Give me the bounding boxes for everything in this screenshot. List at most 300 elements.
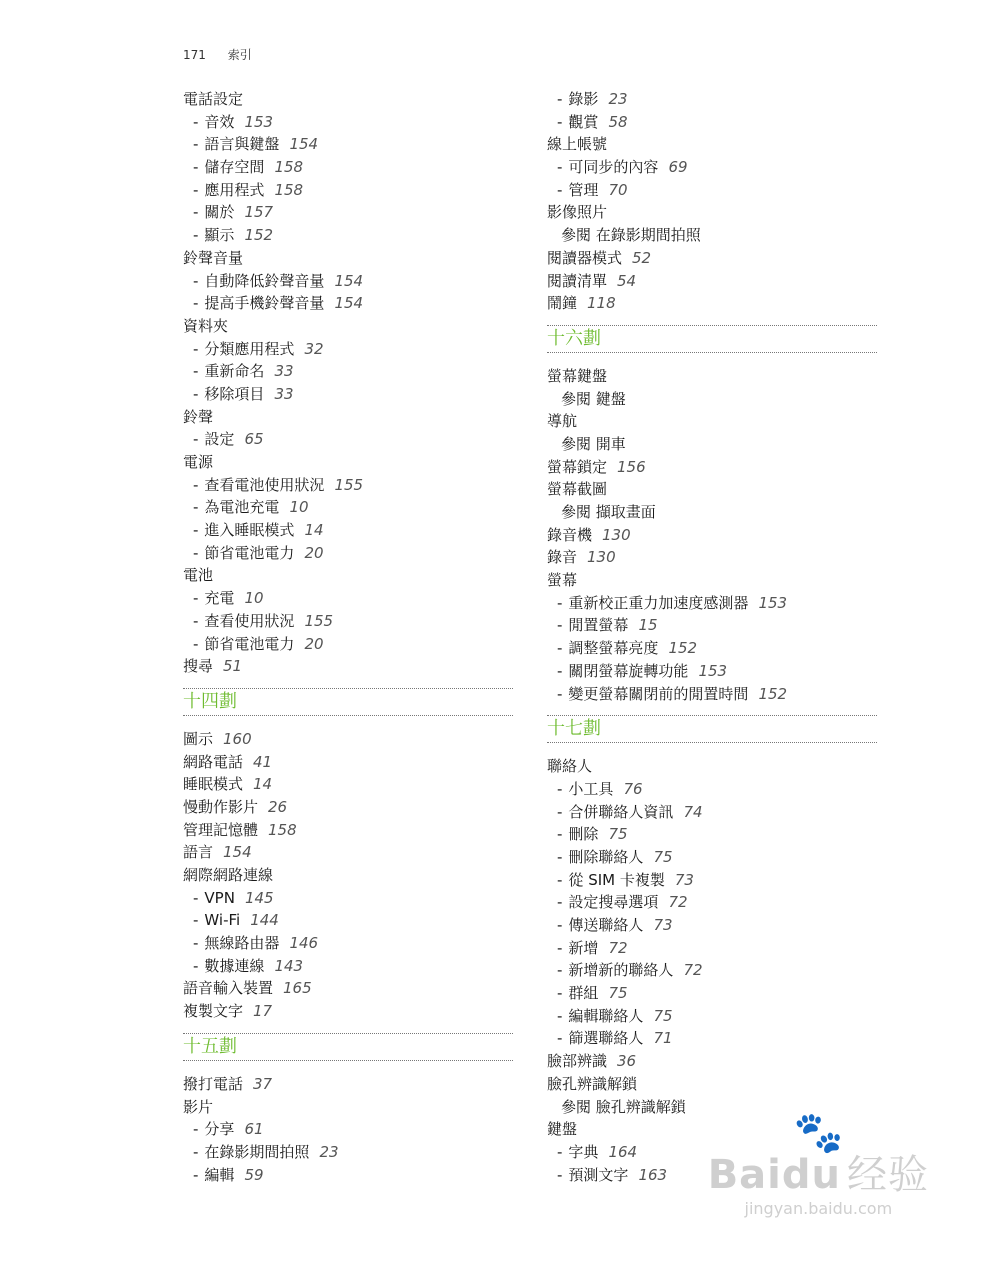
entry-dash: - xyxy=(557,938,563,957)
entry-text: 刪除 xyxy=(568,825,599,844)
entry-text: 鈴聲 xyxy=(183,407,214,426)
entry-page-number: 20 xyxy=(304,543,324,562)
entry-text: 參閱 擷取畫面 xyxy=(561,503,656,521)
entry-text: 新增新的聯絡人 xyxy=(568,961,674,980)
entry-page-number: 72 xyxy=(608,938,628,957)
index-entry xyxy=(183,1073,513,1096)
entry-page-number: 153 xyxy=(758,593,788,612)
entry-text: 從 SIM 卡複製 xyxy=(568,870,665,889)
index-subentry xyxy=(183,932,513,955)
entry-dash: - xyxy=(193,180,199,199)
index-entry xyxy=(547,1050,877,1073)
entry-dash: - xyxy=(557,802,563,821)
entry-text: 儲存空間 xyxy=(204,158,265,177)
entry-text: 節省電池電力 xyxy=(204,543,295,562)
entry-dash: - xyxy=(193,1165,199,1184)
index-subentry xyxy=(547,614,877,637)
entry-page-number: 41 xyxy=(253,752,273,771)
entry-text: 傳送聯絡人 xyxy=(568,916,644,934)
entry-text: 小工具 xyxy=(568,779,614,798)
entry-dash: - xyxy=(557,847,563,866)
entry-dash: - xyxy=(557,661,563,680)
entry-text: 字典 xyxy=(568,1142,599,1161)
watermark-brand-b: du xyxy=(781,1152,841,1198)
index-subentry xyxy=(183,542,513,565)
section-heading: 十七劃 xyxy=(547,715,877,743)
entry-text: 螢幕鎖定 xyxy=(547,457,608,476)
entry-page-number: 163 xyxy=(638,1165,668,1184)
index-column-right xyxy=(547,88,877,1186)
index-subentry xyxy=(547,937,877,960)
index-entry xyxy=(183,247,513,270)
index-subentry xyxy=(547,1027,877,1050)
entry-page-number: 14 xyxy=(304,521,324,540)
entry-text: Wi-Fi xyxy=(204,911,241,930)
entry-text: 臉部辨識 xyxy=(547,1052,608,1071)
entry-dash: - xyxy=(193,911,199,930)
entry-page-number: 72 xyxy=(668,893,688,912)
index-subentry xyxy=(547,179,877,202)
entry-page-number: 33 xyxy=(274,384,294,403)
entry-text: 參閱 開車 xyxy=(561,434,626,453)
entry-dash: - xyxy=(193,339,199,358)
section-heading: 十五劃 xyxy=(183,1033,513,1061)
entry-page-number: 20 xyxy=(304,634,324,653)
entry-page-number: 70 xyxy=(608,180,628,199)
entry-text: 重新校正重力加速度感測器 xyxy=(568,593,749,612)
entry-page-number: 33 xyxy=(274,362,294,381)
index-entry xyxy=(183,796,513,819)
entry-dash: - xyxy=(193,475,199,494)
index-subentry xyxy=(547,778,877,801)
entry-text: 資料夾 xyxy=(183,316,229,335)
entry-page-number: 32 xyxy=(304,339,324,358)
page-number: 171 xyxy=(183,48,206,62)
entry-dash: - xyxy=(193,934,199,953)
entry-text: VPN xyxy=(204,888,235,907)
see-reference xyxy=(547,433,877,456)
entry-text: 在錄影期間拍照 xyxy=(204,1142,310,1161)
entry-text: 無線路由器 xyxy=(204,934,280,953)
entry-text: 螢幕鍵盤 xyxy=(547,366,608,385)
page-header xyxy=(183,46,252,63)
entry-text: 新增 xyxy=(568,938,599,957)
entry-dash: - xyxy=(557,916,563,934)
index-subentry xyxy=(183,1164,513,1187)
entry-text: 篩選聯絡人 xyxy=(568,1029,644,1048)
entry-dash: - xyxy=(193,589,199,608)
index-subentry xyxy=(183,519,513,542)
index-entry xyxy=(183,864,513,887)
entry-text: 群組 xyxy=(568,984,599,1003)
entry-page-number: 154 xyxy=(223,843,252,862)
entry-text: 重新命名 xyxy=(204,362,265,381)
entry-dash: - xyxy=(557,893,563,912)
index-subentry xyxy=(183,474,513,497)
entry-page-number: 61 xyxy=(244,1120,264,1139)
entry-text: 線上帳號 xyxy=(547,135,608,154)
index-subentry xyxy=(547,111,877,134)
entry-text: 鈴聲音量 xyxy=(183,248,244,267)
entry-dash: - xyxy=(557,90,563,108)
index-entry xyxy=(183,564,513,587)
section-heading: 十四劃 xyxy=(183,688,513,716)
entry-page-number: 37 xyxy=(253,1074,273,1093)
index-subentry xyxy=(183,887,513,910)
entry-page-number: 17 xyxy=(253,1002,273,1021)
entry-text: 提高手機鈴聲音量 xyxy=(204,294,325,313)
index-subentry xyxy=(547,869,877,892)
entry-dash: - xyxy=(557,684,563,703)
entry-dash: - xyxy=(193,543,199,562)
index-subentry xyxy=(183,156,513,179)
entry-dash: - xyxy=(193,135,199,154)
index-subentry xyxy=(183,224,513,247)
entry-text: 節省電池電力 xyxy=(204,634,295,653)
entry-page-number: 160 xyxy=(223,729,252,748)
entry-page-number: 14 xyxy=(253,775,273,794)
index-subentry xyxy=(183,201,513,224)
entry-dash: - xyxy=(557,779,563,798)
entry-text: 關於 xyxy=(204,203,235,222)
watermark-url: jingyan.baidu.com xyxy=(744,1199,893,1218)
index-subentry xyxy=(183,360,513,383)
entry-dash: - xyxy=(557,1142,563,1161)
entry-page-number: 15 xyxy=(638,616,658,635)
entry-dash: - xyxy=(557,180,563,199)
index-entry xyxy=(547,524,877,547)
entry-text: 影像照片 xyxy=(547,203,608,222)
index-subentry xyxy=(183,909,513,932)
entry-page-number: 130 xyxy=(587,548,616,567)
entry-page-number: 154 xyxy=(334,271,364,290)
entry-text: 網際網路連線 xyxy=(183,866,274,884)
index-entry xyxy=(547,569,877,592)
entry-page-number: 144 xyxy=(250,911,279,930)
entry-dash: - xyxy=(193,430,199,449)
entry-page-number: 75 xyxy=(608,984,628,1003)
see-reference xyxy=(547,388,877,411)
entry-page-number: 155 xyxy=(334,475,364,494)
index-subentry xyxy=(183,496,513,519)
entry-dash: - xyxy=(557,639,563,658)
index-subentry xyxy=(183,633,513,656)
entry-dash: - xyxy=(557,1029,563,1048)
index-subentry xyxy=(183,955,513,978)
entry-text: 語音輸入裝置 xyxy=(183,979,274,998)
entry-text: 電話設定 xyxy=(183,90,244,108)
entry-dash: - xyxy=(557,984,563,1003)
entry-page-number: 158 xyxy=(274,180,304,199)
entry-text: 應用程式 xyxy=(204,180,265,199)
entry-text: 閱讀器模式 xyxy=(547,248,623,267)
entry-page-number: 75 xyxy=(608,825,628,844)
entry-page-number: 154 xyxy=(289,135,319,154)
entry-text: 管理 xyxy=(568,180,599,199)
index-entry xyxy=(183,841,513,864)
index-subentry xyxy=(183,587,513,610)
entry-dash: - xyxy=(193,362,199,381)
entry-text: 變更螢幕關閉前的閒置時間 xyxy=(568,684,749,703)
entry-text: 查看使用狀況 xyxy=(204,611,295,630)
entry-page-number: 158 xyxy=(274,158,304,177)
index-subentry xyxy=(183,292,513,315)
index-subentry xyxy=(547,637,877,660)
entry-text: 可同步的內容 xyxy=(568,158,659,177)
index-entry xyxy=(547,1073,877,1096)
entry-dash: - xyxy=(193,158,199,177)
index-subentry xyxy=(547,592,877,615)
entry-text: 編輯 xyxy=(204,1165,235,1184)
entry-text: 電池 xyxy=(183,566,214,585)
entry-page-number: 36 xyxy=(617,1052,637,1071)
entry-page-number: 118 xyxy=(587,294,616,313)
page-title: 索引 xyxy=(227,48,252,62)
index-entry xyxy=(183,1000,513,1023)
entry-dash: - xyxy=(193,271,199,290)
entry-text: 導航 xyxy=(547,412,578,431)
index-entry xyxy=(183,773,513,796)
entry-text: 調整螢幕亮度 xyxy=(568,639,659,658)
entry-text: 分類應用程式 xyxy=(204,339,295,358)
entry-text: 管理記憶體 xyxy=(183,820,259,839)
index-subentry xyxy=(183,179,513,202)
entry-page-number: 52 xyxy=(632,248,652,267)
entry-page-number: 74 xyxy=(683,802,703,821)
entry-page-number: 164 xyxy=(608,1142,638,1161)
entry-dash: - xyxy=(193,634,199,653)
entry-text: 影片 xyxy=(183,1097,214,1116)
watermark-brand-cn: 经验 xyxy=(847,1152,929,1198)
entry-dash: - xyxy=(557,825,563,844)
entry-text: 數據連線 xyxy=(204,956,265,975)
index-entry xyxy=(547,365,877,388)
entry-page-number: 10 xyxy=(244,589,264,608)
index-subentry xyxy=(547,982,877,1005)
entry-dash: - xyxy=(193,203,199,222)
entry-text: 慢動作影片 xyxy=(183,797,259,816)
index-entry xyxy=(547,292,877,315)
index-entry xyxy=(183,819,513,842)
entry-dash: - xyxy=(193,521,199,540)
index-subentry xyxy=(547,683,877,706)
section-heading: 十六劃 xyxy=(547,325,877,353)
entry-dash: - xyxy=(557,593,563,612)
entry-page-number: 71 xyxy=(653,1029,673,1048)
entry-page-number: 10 xyxy=(289,498,309,517)
index-subentry xyxy=(547,823,877,846)
index-subentry xyxy=(183,428,513,451)
entry-page-number: 152 xyxy=(668,639,698,658)
entry-dash: - xyxy=(193,294,199,313)
entry-text: 閒置螢幕 xyxy=(568,616,629,635)
paw-icon: 🐾 xyxy=(793,1110,844,1156)
index-entry xyxy=(547,247,877,270)
index-entry xyxy=(183,977,513,1000)
index-subentry xyxy=(547,1005,877,1028)
index-subentry xyxy=(547,660,877,683)
entry-page-number: 51 xyxy=(223,657,243,676)
entry-dash: - xyxy=(557,961,563,980)
entry-dash: - xyxy=(193,1120,199,1139)
entry-page-number: 145 xyxy=(244,888,274,907)
entry-text: 合併聯絡人資訊 xyxy=(568,802,674,821)
entry-page-number: 76 xyxy=(623,779,643,798)
watermark-brand xyxy=(708,1153,929,1197)
entry-text: 觀賞 xyxy=(568,112,599,131)
entry-dash: - xyxy=(557,112,563,131)
entry-text: 圖示 xyxy=(183,729,214,748)
index-entry xyxy=(547,133,877,156)
watermark-brand-a: Bai xyxy=(707,1152,782,1198)
entry-page-number: 72 xyxy=(683,961,703,980)
entry-dash: - xyxy=(557,1006,563,1025)
entry-text: 睡眠模式 xyxy=(183,775,244,794)
entry-page-number: 73 xyxy=(653,916,673,934)
entry-text: 撥打電話 xyxy=(183,1074,244,1093)
entry-text: 螢幕 xyxy=(547,571,578,590)
entry-page-number: 73 xyxy=(674,870,694,889)
entry-page-number: 65 xyxy=(244,430,264,449)
entry-text: 鍵盤 xyxy=(547,1120,578,1139)
entry-page-number: 153 xyxy=(244,112,274,131)
entry-text: 複製文字 xyxy=(183,1002,244,1021)
entry-page-number: 23 xyxy=(319,1142,339,1161)
entry-text: 臉孔辨識解鎖 xyxy=(547,1074,638,1093)
entry-text: 鬧鐘 xyxy=(547,294,578,313)
entry-page-number: 26 xyxy=(268,797,288,816)
baidu-watermark xyxy=(707,1110,929,1218)
entry-text: 語言與鍵盤 xyxy=(204,135,280,154)
index-subentry xyxy=(547,801,877,824)
index-entry xyxy=(183,751,513,774)
entry-page-number: 130 xyxy=(602,525,631,544)
entry-page-number: 75 xyxy=(653,847,673,866)
index-entry xyxy=(547,478,877,501)
entry-dash: - xyxy=(557,616,563,635)
entry-dash: - xyxy=(193,498,199,517)
entry-text: 錄音 xyxy=(547,548,578,567)
entry-text: 聯絡人 xyxy=(547,757,593,776)
entry-page-number: 59 xyxy=(244,1165,264,1184)
index-entry xyxy=(183,1096,513,1119)
index-column-left xyxy=(183,88,513,1186)
entry-text: 進入睡眠模式 xyxy=(204,521,295,540)
index-subentry xyxy=(547,156,877,179)
index-entry xyxy=(547,546,877,569)
entry-dash: - xyxy=(193,956,199,975)
index-entry xyxy=(183,655,513,678)
entry-dash: - xyxy=(193,112,199,131)
index-subentry xyxy=(547,959,877,982)
entry-text: 關閉螢幕旋轉功能 xyxy=(568,661,689,680)
index-entry xyxy=(183,406,513,429)
entry-text: 為電池充電 xyxy=(204,498,280,517)
entry-text: 音效 xyxy=(204,112,235,131)
see-reference xyxy=(547,501,877,524)
entry-text: 預測文字 xyxy=(568,1165,629,1184)
entry-page-number: 75 xyxy=(653,1006,673,1025)
entry-page-number: 153 xyxy=(698,661,728,680)
entry-dash: - xyxy=(193,1142,199,1161)
index-subentry xyxy=(183,270,513,293)
index-entry xyxy=(547,755,877,778)
entry-text: 電源 xyxy=(183,453,214,471)
entry-text: 分享 xyxy=(204,1120,235,1139)
entry-page-number: 23 xyxy=(608,90,628,108)
entry-text: 參閱 在錄影期間拍照 xyxy=(561,226,701,245)
entry-text: 參閱 鍵盤 xyxy=(561,389,626,408)
entry-dash: - xyxy=(193,384,199,403)
entry-dash: - xyxy=(557,158,563,177)
index-subentry xyxy=(547,846,877,869)
entry-text: 參閱 臉孔辨識解鎖 xyxy=(561,1097,686,1116)
index-subentry xyxy=(547,88,877,111)
entry-page-number: 152 xyxy=(758,684,788,703)
entry-text: 顯示 xyxy=(204,226,235,245)
index-subentry xyxy=(183,338,513,361)
entry-page-number: 152 xyxy=(244,226,274,245)
entry-page-number: 143 xyxy=(274,956,304,975)
index-subentry xyxy=(183,111,513,134)
index-entry xyxy=(547,270,877,293)
entry-page-number: 165 xyxy=(283,979,312,998)
entry-page-number: 154 xyxy=(334,294,364,313)
index-subentry xyxy=(183,133,513,156)
entry-page-number: 158 xyxy=(268,820,297,839)
entry-page-number: 69 xyxy=(668,158,688,177)
entry-text: 充電 xyxy=(204,589,235,608)
index-entry xyxy=(183,451,513,474)
index-subentry xyxy=(547,891,877,914)
index-entry xyxy=(547,456,877,479)
entry-dash: - xyxy=(193,226,199,245)
entry-text: 編輯聯絡人 xyxy=(568,1006,644,1025)
index-entry xyxy=(547,410,877,433)
entry-page-number: 146 xyxy=(289,934,319,953)
entry-text: 錄音機 xyxy=(547,525,593,544)
entry-text: 設定 xyxy=(204,430,235,449)
entry-dash: - xyxy=(193,611,199,630)
index-entry xyxy=(183,315,513,338)
index-entry xyxy=(183,88,513,111)
entry-dash: - xyxy=(193,888,199,907)
index-entry xyxy=(547,201,877,224)
entry-text: 語言 xyxy=(183,843,214,862)
entry-text: 錄影 xyxy=(568,90,599,108)
entry-text: 螢幕截圖 xyxy=(547,480,608,499)
index-subentry xyxy=(183,610,513,633)
index-subentry xyxy=(183,1118,513,1141)
index-subentry xyxy=(547,914,877,937)
entry-text: 查看電池使用狀況 xyxy=(204,475,325,494)
entry-text: 閱讀清單 xyxy=(547,271,608,290)
entry-text: 設定搜尋選項 xyxy=(568,893,659,912)
see-reference xyxy=(547,224,877,247)
entry-dash: - xyxy=(557,870,563,889)
entry-text: 刪除聯絡人 xyxy=(568,847,644,866)
entry-page-number: 155 xyxy=(304,611,334,630)
index-subentry xyxy=(183,383,513,406)
entry-page-number: 157 xyxy=(244,203,274,222)
index-subentry xyxy=(183,1141,513,1164)
entry-text: 網路電話 xyxy=(183,752,244,771)
entry-page-number: 54 xyxy=(617,271,637,290)
entry-text: 自動降低鈴聲音量 xyxy=(204,271,325,290)
entry-page-number: 156 xyxy=(617,457,646,476)
entry-text: 搜尋 xyxy=(183,657,214,676)
entry-page-number: 58 xyxy=(608,112,628,131)
